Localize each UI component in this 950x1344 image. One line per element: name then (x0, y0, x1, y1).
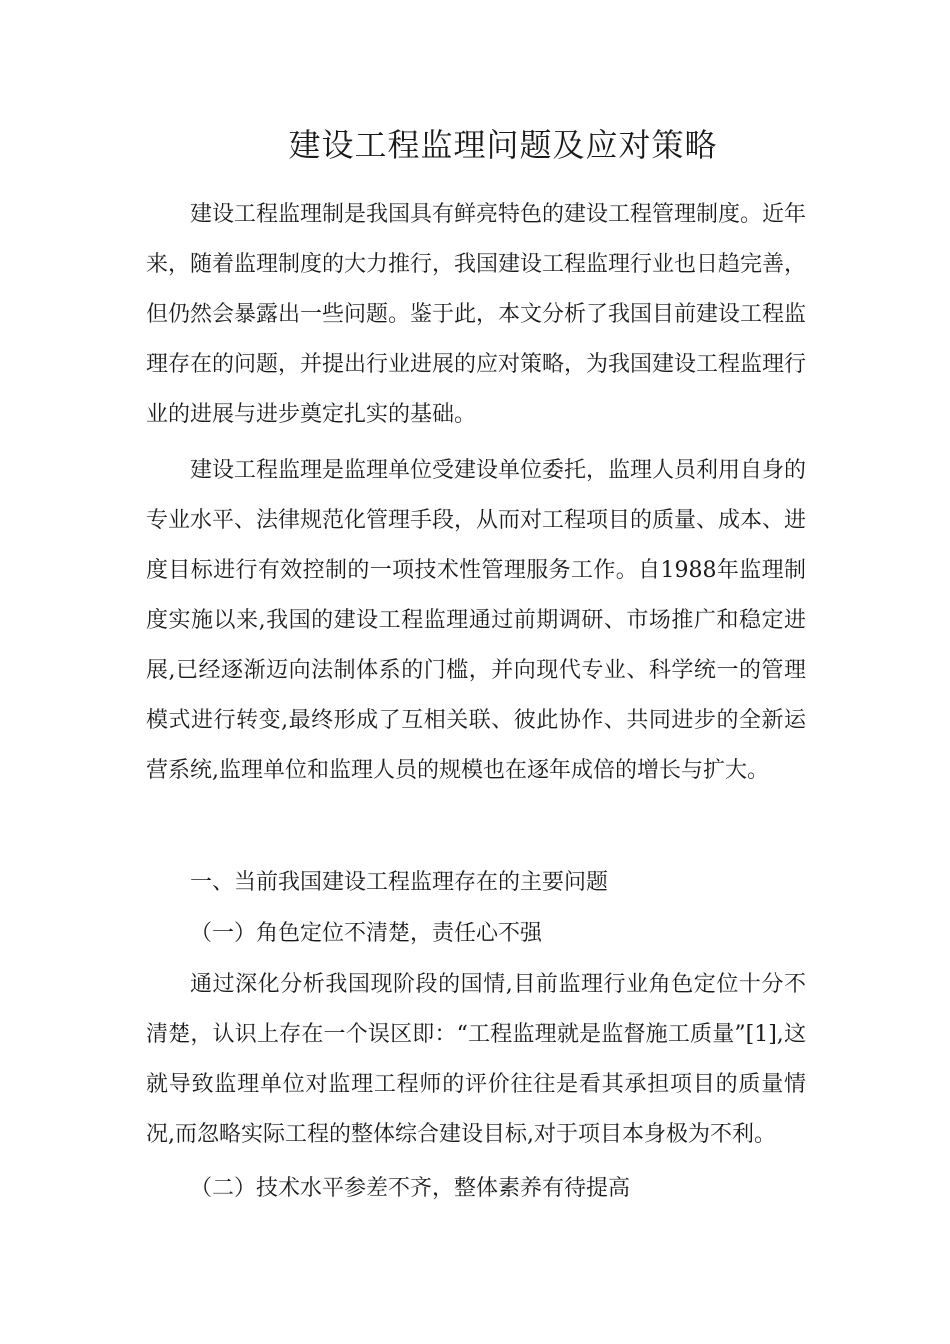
paragraph-1-block (146, 190, 806, 440)
section-heading: 一、当前我国建设工程监理存在的主要问题 (190, 870, 609, 895)
paragraph-3-block (146, 960, 806, 1160)
document-title: 建设工程监理问题及应对策略 (288, 126, 718, 164)
subsection-1-block (146, 909, 806, 959)
paragraph-1: 建设工程监理制是我国具有鲜亮特色的建设工程管理制度。近年来，随着监理制度的大力推行，我国建设工程监理行业也日趋完善，但仍然会暴露出一些问题。鉴于此，本文分析了我国目前建设工程监理存在的问题，并提出行业进展的应对策略，为我国建设工程监理行业的进展与进步奠定扎实的基础。 (146, 202, 807, 427)
subsection-2-block (146, 1164, 806, 1214)
subsection-heading-1: （一）角色定位不清楚，责任心不强 (190, 921, 543, 946)
subsection-heading-2: （二）技术水平参差不齐，整体素养有待提高 (190, 1176, 631, 1201)
paragraph-3: 通过深化分析我国现阶段的国情,目前监理行业角色定位十分不清楚，认识上存在一个误区即：“工程监理就是监督施工质量”[1],这就导致监理单位对监理工程师的评价往往是看其承担项目的质量情况,而忽略实际工程的整体综合建设目标,对于项目本身极为不利。 (146, 972, 806, 1147)
section-heading-block (146, 858, 806, 908)
paragraph-2-block (146, 446, 806, 796)
paragraph-2: 建设工程监理是监理单位受建设单位委托，监理人员利用自身的专业水平、法律规范化管理手段，从而对工程项目的质量、成本、进度目标进行有效控制的一项技术性管理服务工作。自1988年监理制度实施以来,我国的建设工程监理通过前期调研、市场推广和稳定进展,已经逐渐迈向法制体系的门槛，并向现代专业、科学统一的管理模式进行转变,最终形成了互相关联、彼此协作、共同进步的全新运营系统,监理单位和监理人员的规模也在逐年成倍的增长与扩大。 (146, 458, 807, 783)
